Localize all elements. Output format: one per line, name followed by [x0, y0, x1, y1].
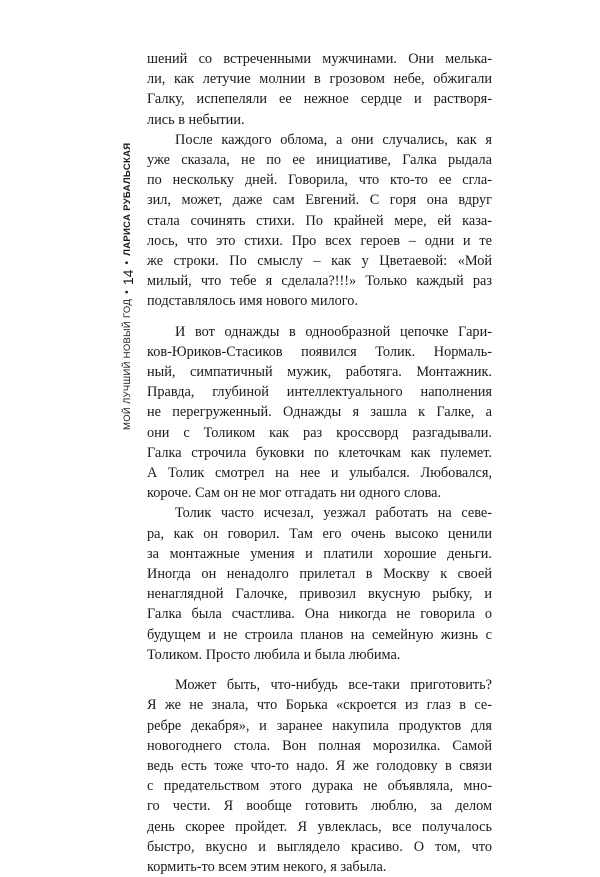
paragraph: [147, 675, 492, 877]
text-line: Правда, глубиной интеллектуального наполнения: [147, 384, 492, 401]
separator-dot: •: [122, 290, 133, 294]
text-line: не перегруженный. Однажды я зашла к Галке, а: [147, 404, 492, 421]
paragraph-gap: [147, 312, 492, 322]
paragraph: [147, 503, 492, 665]
text-line: по нескольку дней. Говорила, что кто-то ее сгла-: [147, 172, 492, 189]
text-line: уже сказала, не по ее инициативе, Галка рыдала: [147, 152, 492, 169]
text-line: Галку, испепеляли ее нежное сердце и растворя-: [147, 91, 492, 108]
text-line: лось, что это стихи. Про всех героев – одни и те: [147, 232, 492, 249]
text-line: Галка была счастлива. Она никогда не говорила о: [147, 606, 492, 623]
body-text: [147, 49, 492, 877]
text-line: И вот однажды в однообразной цепочке Гари-: [175, 323, 492, 340]
text-line: подставлялось имя нового милого.: [147, 293, 359, 310]
text-line: стала сочинять стихи. По крайней мере, ей каза-: [147, 212, 492, 229]
text-line: быстро, вкусно и выглядело красиво. О том, что: [147, 838, 492, 855]
text-line: А Толик смотрел на нее и улыбался. Любовался,: [147, 465, 492, 482]
text-line: шений со встреченными мужчинами. Они мелька-: [147, 51, 492, 67]
book-title: МОЙ ЛУЧШИЙ НОВЫЙ ГОД: [122, 298, 133, 430]
paragraph: [147, 130, 492, 312]
text-line: Галка строчила буковки по клеточкам как пулемет.: [147, 444, 492, 461]
text-line: ненаглядной Галочке, привозил вкусную рыбку, и: [147, 586, 492, 603]
page-number: 14: [120, 269, 136, 286]
text-line: ра, как он говорил. Там его очень высоко ценили: [147, 525, 492, 542]
text-line: они с Толиком как раз кроссворд разгадывали.: [147, 424, 492, 441]
text-line: Толиком. Просто любила и была любима.: [147, 646, 401, 663]
text-line: новогоднего стола. Вон полная морозилка. Самой: [147, 737, 492, 754]
author-name: ЛАРИСА РУБАЛЬСКАЯ: [122, 142, 133, 256]
text-line: Иногда он ненадолго прилетал в Москву к своей: [147, 566, 492, 583]
text-line: милый, что тебе я сделала?!!!» Только каждый раз: [147, 273, 492, 290]
text-line: за монтажные умения и платили хорошие деньги.: [147, 545, 492, 562]
text-line: Может быть, что-нибудь все-таки приготовить?: [175, 677, 492, 694]
text-line: короче. Сам он не мог отгадать ни одного слова.: [147, 485, 442, 502]
paragraph-gap: [147, 665, 492, 675]
paragraph: [147, 322, 492, 504]
paragraph: [147, 49, 492, 130]
text-line: лись в небытии.: [147, 111, 245, 128]
text-line: Я же не знала, что Борька «скроется из глаз в се-: [147, 697, 492, 714]
text-line: Толик часто исчезал, уезжал работать на севе-: [175, 505, 492, 522]
text-line: с предательством этого дурака не объявляла, мно-: [147, 778, 492, 795]
separator-dot: •: [122, 260, 133, 265]
text-line: кормить-то всем этим некого, я забыла.: [147, 858, 387, 875]
text-line: ребре декабря», и заранее накупила продуктов для: [147, 717, 492, 734]
text-line: ли, как летучие молнии в грозовом небе, обжигали: [147, 71, 492, 88]
text-line: ный, симпатичный мужик, работяга. Монтажник.: [147, 364, 492, 381]
text-line: ведь есть тоже что-то надо. Я же голодовку в связи: [147, 757, 492, 774]
text-line: зил, может, даже сам Евгений. С горя она вдруг: [147, 192, 492, 209]
text-line: будущем и не строила планов на семейную жизнь с: [147, 626, 492, 643]
text-line: го чести. Я вообще готовить люблю, за делом: [147, 798, 492, 815]
text-line: После каждого облома, а они случались, как я: [175, 131, 492, 148]
text-line: ков-Юриков-Стасиков появился Толик. Нормаль-: [147, 343, 492, 360]
running-head-text: [122, 143, 134, 430]
text-line: же строки. По смыслу – как у Цветаевой: «Мой: [147, 253, 492, 270]
text-line: день скорее пройдет. Я увлеклась, все получалось: [147, 818, 492, 835]
